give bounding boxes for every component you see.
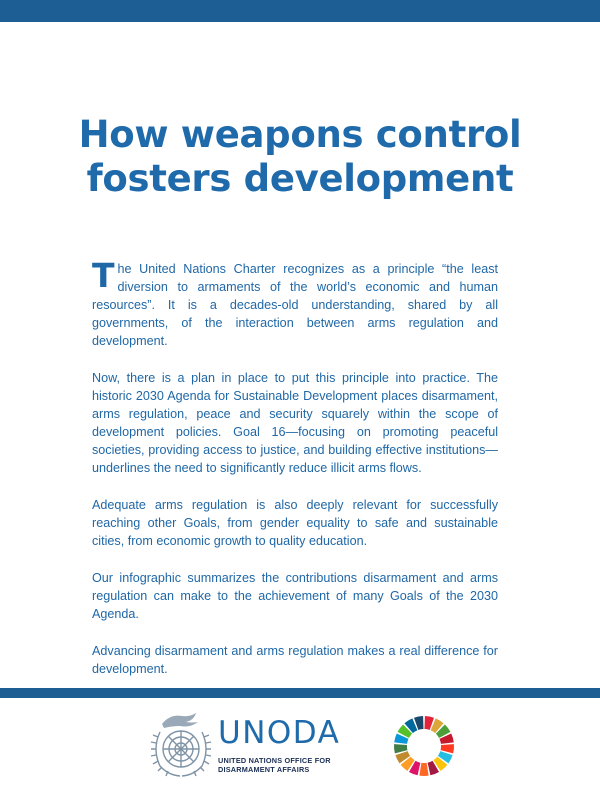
paragraph-3: Adequate arms regulation is also deeply relevant for successfully reaching other Goals, from gender equality to safe and sustainable cities, from economic growth to quality education.	[92, 498, 498, 548]
unoda-logo-name: UNODA	[218, 715, 341, 751]
bottom-color-band	[0, 688, 600, 698]
paragraph-4: Our infographic summarizes the contributions disarmament and arms regulation can make to the achievement of many Goals of the 2030 Agenda.	[92, 571, 498, 621]
page-title: How weapons control fosters development	[78, 113, 522, 200]
footer	[0, 698, 600, 800]
unoda-logo	[218, 716, 368, 774]
drop-cap: T	[92, 256, 115, 295]
paragraph-1-text: he United Nations Charter recognizes as a principle “the least diversion to armaments of the world’s economic and human resources”. It is a decades-old understanding, shared by all governments, of the interaction between arms regulation and development.	[92, 262, 498, 348]
paragraph-5: Advancing disarmament and arms regulation makes a real difference for development.	[92, 644, 498, 676]
body-text	[92, 256, 498, 697]
sdg-wheel-icon	[393, 715, 455, 777]
unoda-logo-line-2: DISARMAMENT AFFAIRS	[218, 765, 310, 774]
paragraph-1	[92, 256, 498, 350]
sdg-wheel-segment	[419, 763, 428, 776]
top-color-band	[0, 0, 600, 22]
unoda-logo-line-1: UNITED NATIONS OFFICE FOR	[218, 756, 331, 765]
un-emblem-icon	[150, 712, 216, 782]
paragraph-2: Now, there is a plan in place to put this principle into practice. The historic 2030 Agenda for Sustainable Development places disarmament, arms regulation, peace and security squarely within the scope of development policies. Goal 16—focusing on promoting peaceful societies, providing access to justice, and building effective institutions—underlines the need to significantly reduce illicit arms flows.	[92, 371, 498, 475]
